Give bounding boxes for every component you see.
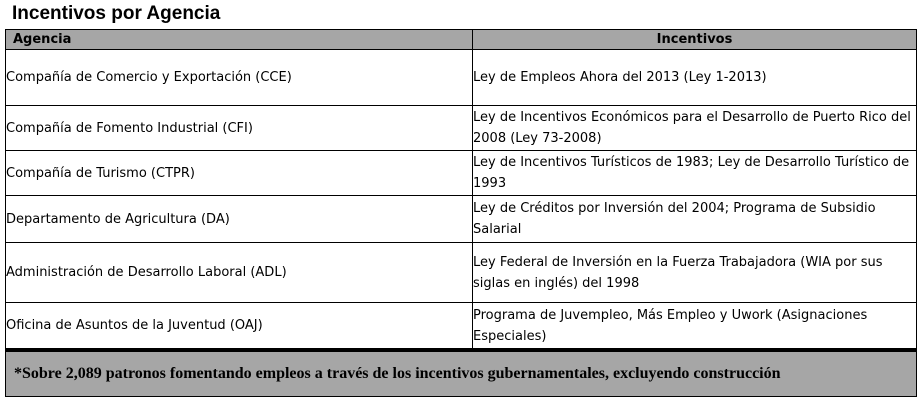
table-row [6,303,917,351]
footnote: *Sobre 2,089 patronos fomentando empleos a través de los incentivos gubernamentales, excluyendo construcción [6,350,917,397]
table-header-row [6,30,917,50]
incentives-cell: Ley de Incentivos Turísticos de 1983; Ley de Desarrollo Turístico de 1993 [473,151,917,196]
table-row [6,243,917,303]
column-header-incentives: Incentivos [473,30,917,50]
agency-cell: Administración de Desarrollo Laboral (ADL) [6,243,473,303]
page-title: Incentivos por Agencia [12,3,221,24]
footnote-row [6,350,917,397]
incentives-cell: Ley Federal de Inversión en la Fuerza Trabajadora (WIA por sus siglas en inglés) del 1998 [473,243,917,303]
table-row [6,196,917,243]
table-row [6,106,917,151]
column-header-agency: Agencia [6,30,473,50]
incentives-cell: Programa de Juvempleo, Más Empleo y Uwork (Asignaciones Especiales) [473,303,917,351]
incentives-cell: Ley de Incentivos Económicos para el Desarrollo de Puerto Rico del 2008 (Ley 73-2008) [473,106,917,151]
incentives-table [5,29,917,397]
agency-cell: Departamento de Agricultura (DA) [6,196,473,243]
agency-cell: Compañía de Turismo (CTPR) [6,151,473,196]
agency-cell: Compañía de Comercio y Exportación (CCE) [6,50,473,106]
table-row [6,50,917,106]
incentives-cell: Ley de Empleos Ahora del 2013 (Ley 1-2013) [473,50,917,106]
agency-cell: Compañía de Fomento Industrial (CFI) [6,106,473,151]
agency-cell: Oficina de Asuntos de la Juventud (OAJ) [6,303,473,351]
table-row [6,151,917,196]
incentives-cell: Ley de Créditos por Inversión del 2004; Programa de Subsidio Salarial [473,196,917,243]
